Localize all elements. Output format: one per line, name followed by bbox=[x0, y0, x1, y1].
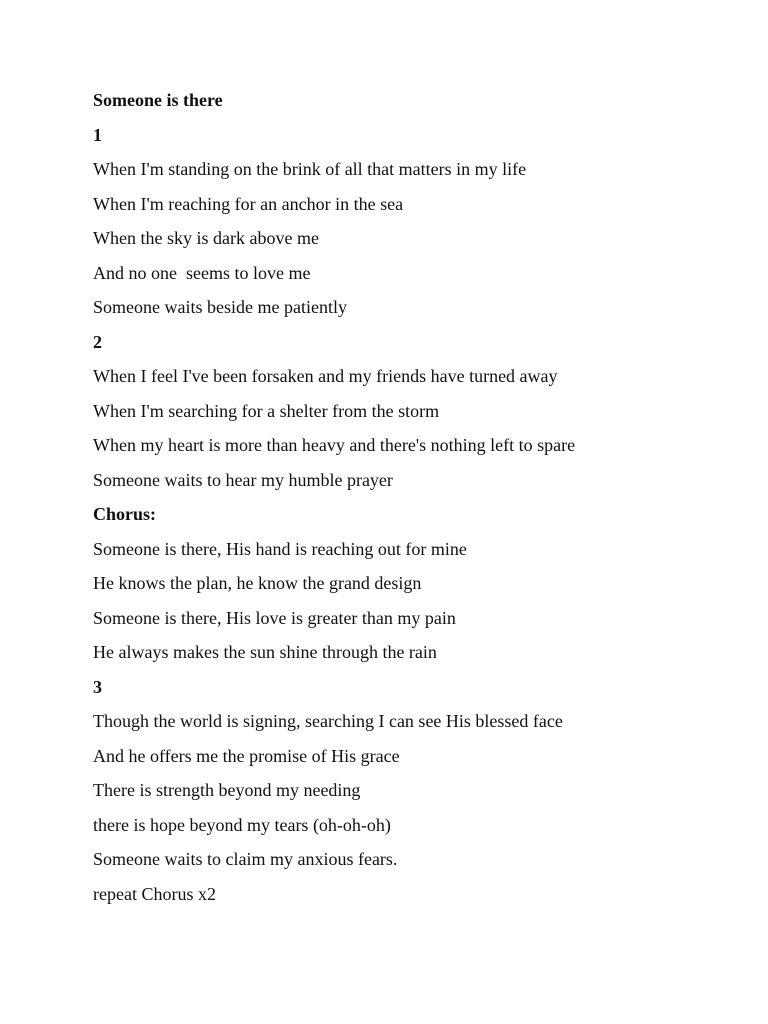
chorus-line: He knows the plan, he know the grand design bbox=[93, 573, 422, 593]
verse-2-line: When I feel I've been forsaken and my friends have turned away bbox=[93, 366, 558, 386]
verse-2-number: 2 bbox=[93, 331, 102, 352]
chorus-line: Someone is there, His love is greater than my pain bbox=[93, 607, 456, 628]
song-title: Someone is there bbox=[93, 90, 223, 110]
verse-3-number: 3 bbox=[93, 676, 102, 697]
verse-3-line: There is strength beyond my needing bbox=[93, 780, 361, 800]
lyrics-body bbox=[93, 88, 575, 916]
verse-1-line: Someone waits beside me patiently bbox=[93, 297, 347, 317]
verse-2-line: When my heart is more than heavy and there's nothing left to spare bbox=[93, 435, 576, 455]
verse-2-line: When I'm searching for a shelter from the storm bbox=[93, 400, 440, 421]
chorus-line: Someone is there, His hand is reaching out for mine bbox=[93, 538, 467, 559]
chorus-label: Chorus: bbox=[93, 504, 157, 524]
verse-1-line: When I'm reaching for an anchor in the sea bbox=[93, 193, 404, 214]
repeat-chorus-note: repeat Chorus x2 bbox=[93, 883, 216, 904]
verse-2-line: Someone waits to hear my humble prayer bbox=[93, 469, 393, 490]
verse-1-number: 1 bbox=[93, 124, 102, 145]
verse-3-line: there is hope beyond my tears (oh-oh-oh) bbox=[93, 814, 391, 835]
verse-1-line: When I'm standing on the brink of all that matters in my life bbox=[93, 159, 527, 179]
chorus-line: He always makes the sun shine through the rain bbox=[93, 642, 437, 662]
verse-3-line: Someone waits to claim my anxious fears. bbox=[93, 849, 398, 869]
verse-3-line: And he offers me the promise of His grace bbox=[93, 745, 400, 766]
verse-3-line: Though the world is signing, searching I can see His blessed face bbox=[93, 711, 563, 731]
verse-1-line: And no one seems to love me bbox=[93, 262, 311, 283]
verse-1-line: When the sky is dark above me bbox=[93, 228, 319, 248]
